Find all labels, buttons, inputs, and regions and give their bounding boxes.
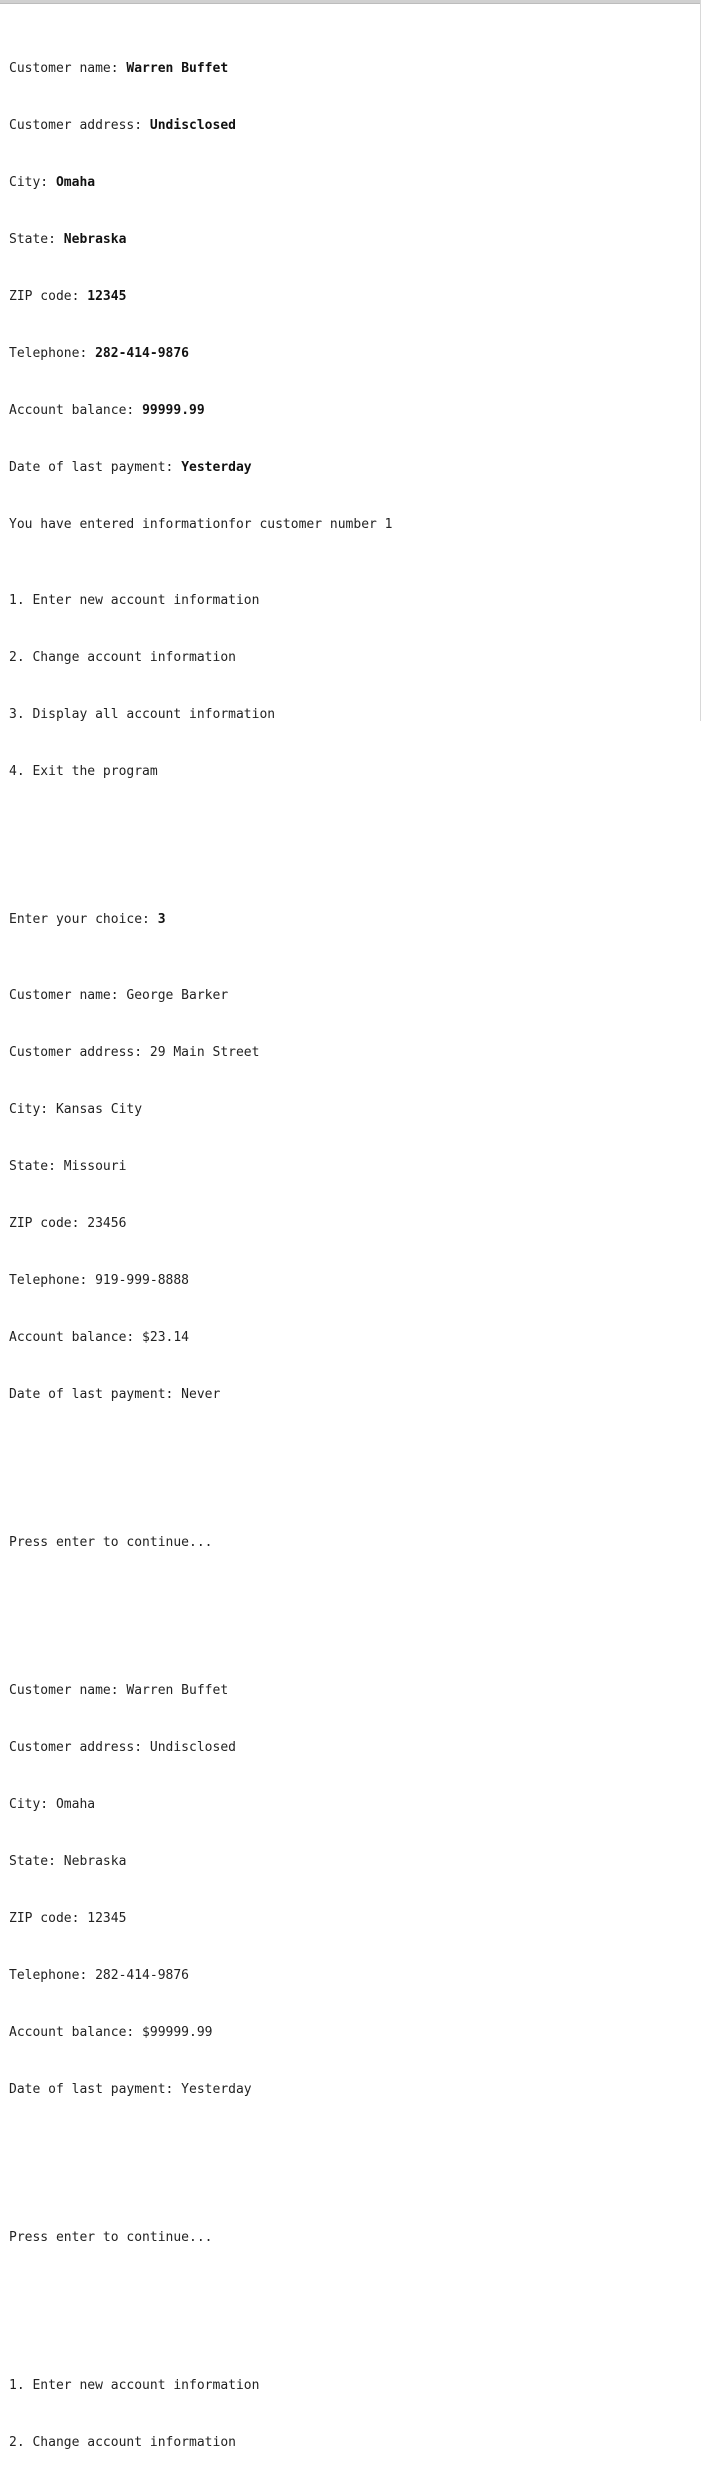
input-line-state [9,230,689,249]
record2-last-payment: Date of last payment: Yesterday [9,2082,252,2097]
prompt-label: Account balance: [9,403,143,418]
input-line-customer-name [9,59,689,78]
record1-address: Customer address: 29 Main Street [9,1045,260,1060]
menu-item-display: 3. Display all account information [9,707,276,722]
record1-city: City: Kansas City [9,1102,143,1117]
menu-item-enter-new: 1. Enter new account information [9,593,260,608]
user-input: 282-414-9876 [95,346,190,361]
blank-line [9,2156,689,2171]
record2-zip: ZIP code: 12345 [9,1911,127,1926]
menu-item-exit: 4. Exit the program [9,764,158,779]
prompt-label: Customer address: [9,118,150,133]
record2-address: Customer address: Undisclosed [9,1740,236,1755]
user-input: Undisclosed [149,118,236,133]
prompt-label: State: [9,232,64,247]
confirmation-message: You have entered informationfor customer number 1 [9,517,393,532]
user-input: Nebraska [63,232,127,247]
choice-prompt: Enter your choice: [9,912,158,927]
prompt-label: Telephone: [9,346,96,361]
choice-line [9,910,689,929]
user-input: Omaha [55,175,96,190]
record1-last-payment: Date of last payment: Never [9,1387,221,1402]
console-output[interactable] [9,2,689,2490]
choice-input: 3 [157,912,166,927]
menu-item-change: 2. Change account information [9,2435,236,2450]
continue-prompt: Press enter to continue... [9,2230,213,2245]
input-line-telephone [9,344,689,363]
record1-telephone: Telephone: 919-999-8888 [9,1273,190,1288]
user-input: 99999.99 [142,403,205,418]
record2-state: State: Nebraska [9,1854,127,1869]
record1-state: State: Missouri [9,1159,127,1174]
prompt-label: Customer name: [9,61,127,76]
user-input: 12345 [87,289,127,304]
continue-prompt: Press enter to continue... [9,1535,213,1550]
user-input: Yesterday [181,460,252,475]
prompt-label: City: [9,175,56,190]
record1-zip: ZIP code: 23456 [9,1216,127,1231]
record2-name: Customer name: Warren Buffet [9,1683,229,1698]
menu-item-enter-new: 1. Enter new account information [9,2378,260,2393]
input-line-city [9,173,689,192]
input-line-customer-address [9,116,689,135]
record2-balance: Account balance: $99999.99 [9,2025,213,2040]
blank-line [9,1609,689,1624]
record1-name: Customer name: George Barker [9,988,229,1003]
prompt-label: ZIP code: [9,289,88,304]
record1-balance: Account balance: $23.14 [9,1330,190,1345]
record2-city: City: Omaha [9,1797,96,1812]
blank-line [9,1461,689,1476]
blank-line [9,2304,689,2319]
input-line-balance [9,401,689,420]
record2-telephone: Telephone: 282-414-9876 [9,1968,190,1983]
prompt-label: Date of last payment: [9,460,182,475]
input-line-zip [9,287,689,306]
menu-item-change: 2. Change account information [9,650,236,665]
user-input: Warren Buffet [126,61,229,76]
input-line-last-payment [9,458,689,477]
blank-line [9,838,689,853]
